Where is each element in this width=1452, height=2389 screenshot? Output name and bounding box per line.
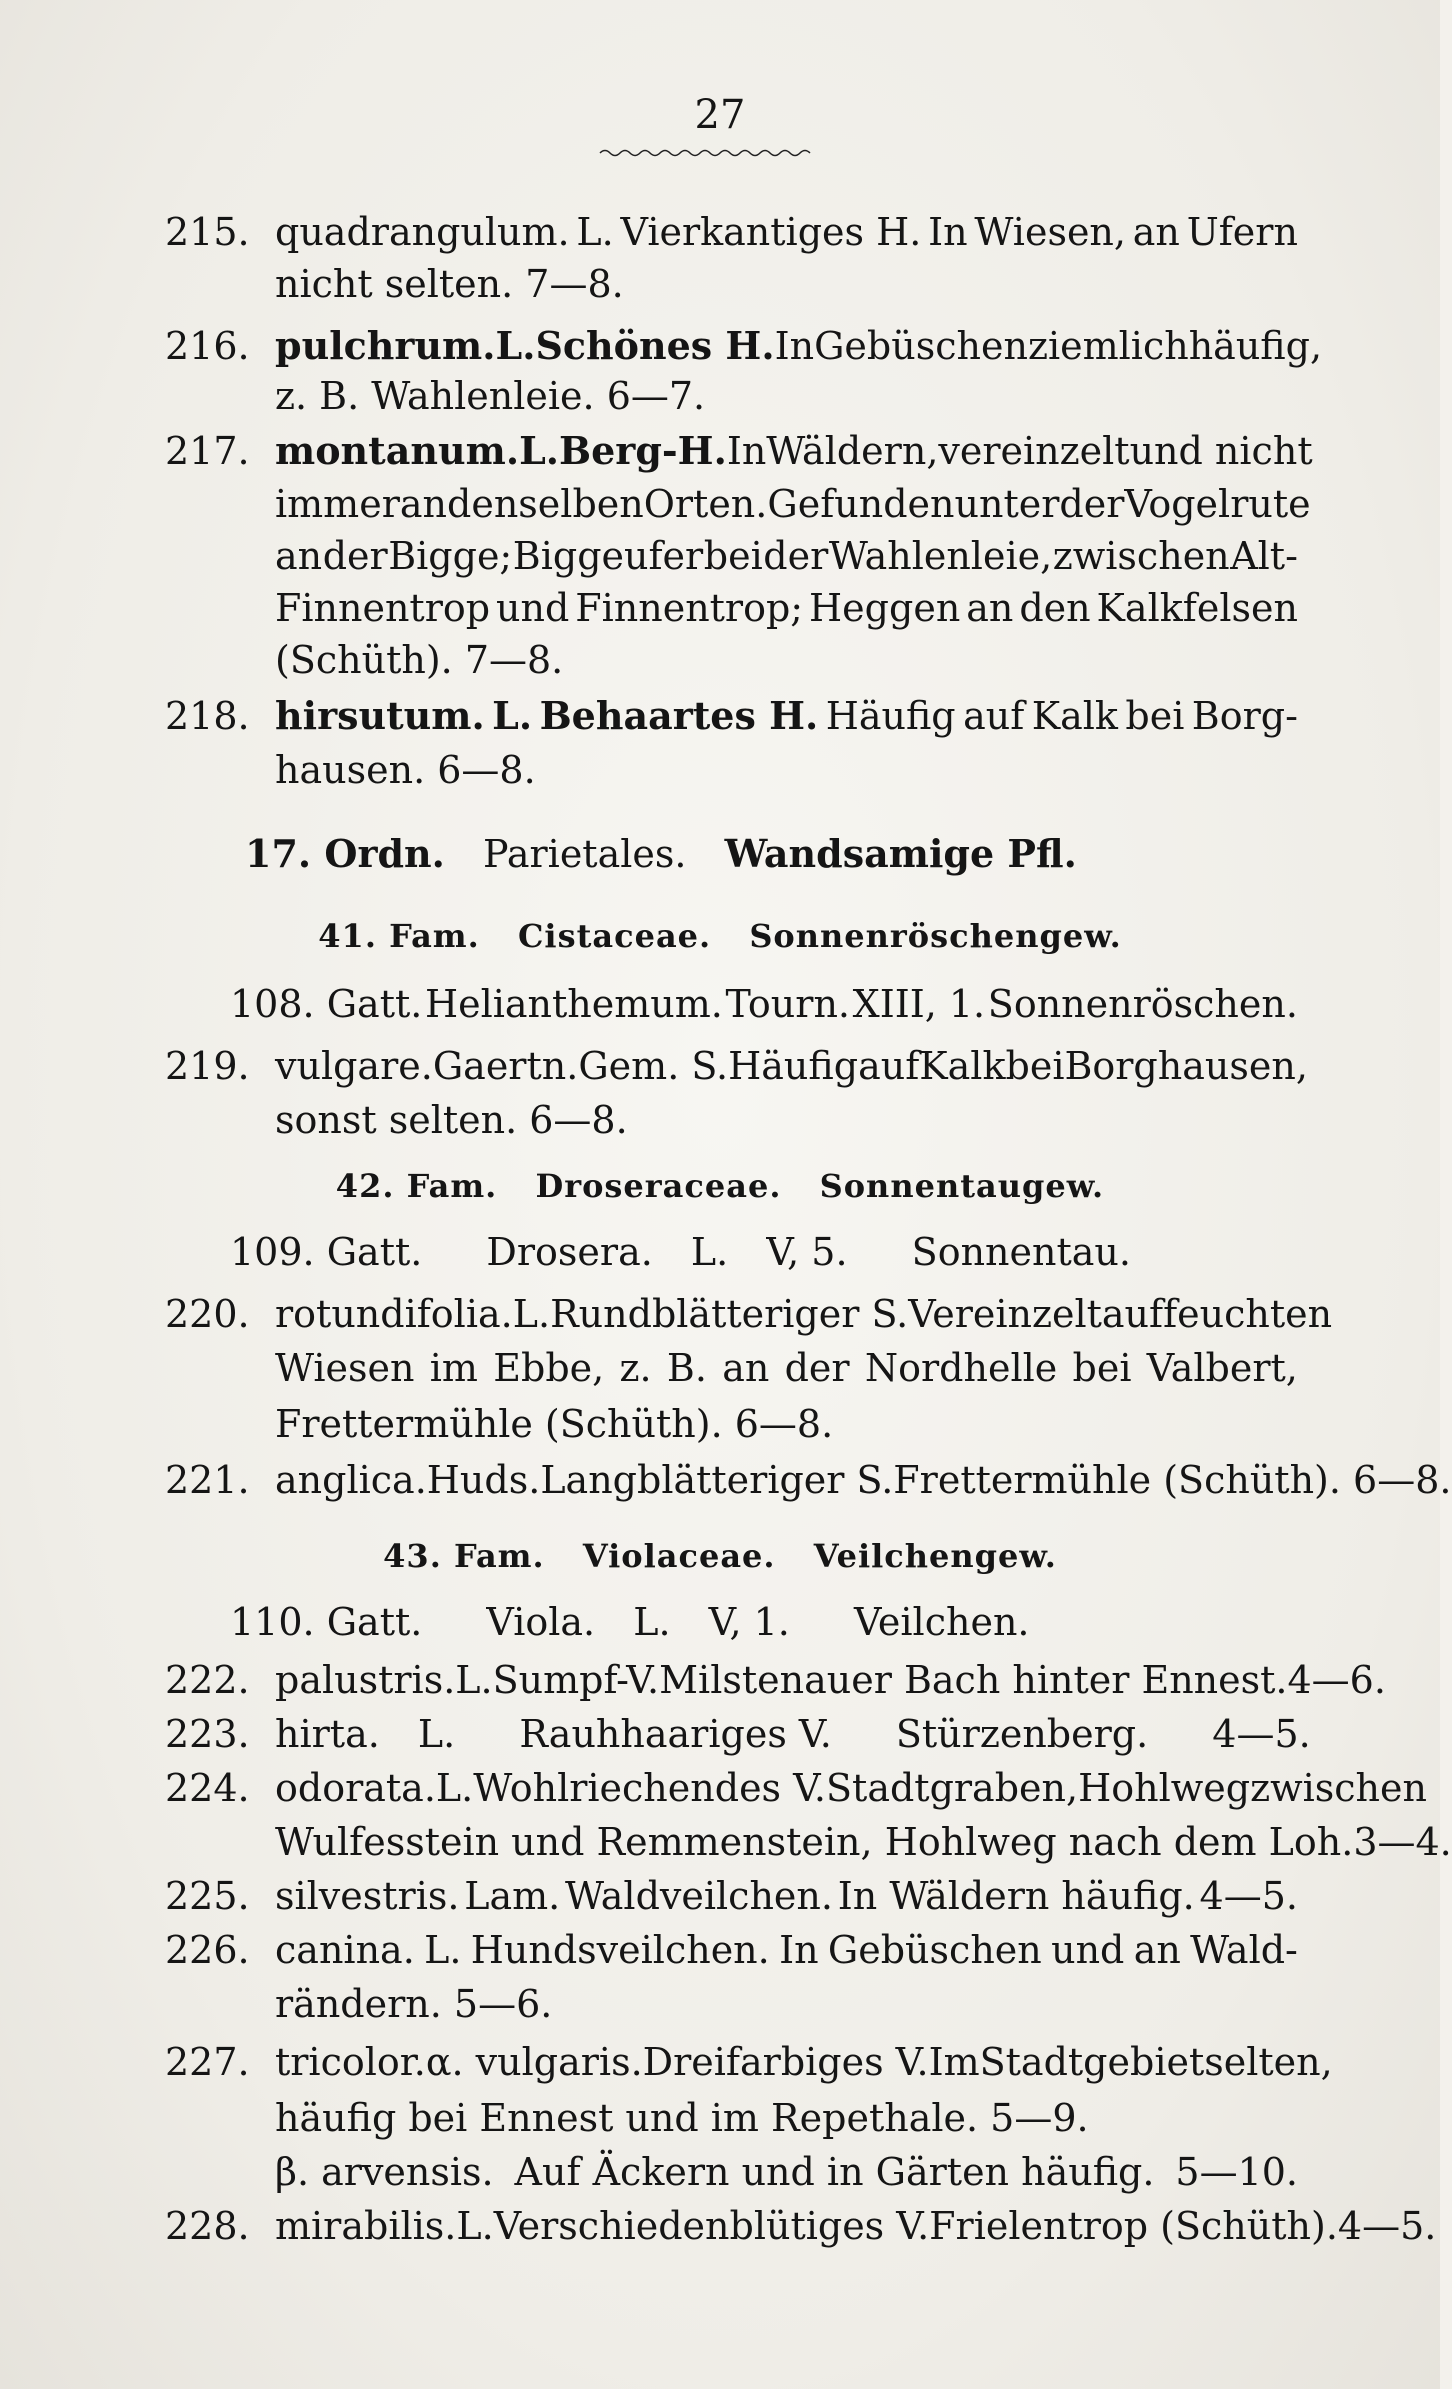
entry-220-line3: Frettermühle (Schüth). 6—8. bbox=[275, 1402, 834, 1446]
entry-218-line1: 218. hirsutum. L. Behaartes H. Häufig auf Kalk bei Borg- bbox=[165, 693, 1298, 738]
family-41-heading: 41. Fam. Cistaceae. Sonnenröschengew. bbox=[318, 917, 1122, 955]
entry-220-line1: 220. rotundifolia. L. Rundblätteriger S. Vereinzelt auf feuchten bbox=[165, 1292, 1333, 1336]
entry-222-line1: 222. palustris. L. Sumpf-V. Milstenauer Bach hinter Ennest. 4—6. bbox=[165, 1658, 1386, 1702]
entry-217-line1: 217. montanum. L. Berg-H. In Wäldern, vereinzelt und nicht bbox=[165, 428, 1313, 473]
entry-226-line1: 226. canina. L. Hundsveilchen. In Gebüschen und an Wald- bbox=[165, 1928, 1298, 1972]
entry-227-line1: 227. tricolor. α. vulgaris. Dreifarbiges V. Im Stadtgebiet selten, bbox=[165, 2040, 1333, 2084]
ordo-17-heading: 17. Ordn. Parietales. Wandsamige Pfl. bbox=[245, 831, 1077, 876]
entry-219-line2: sonst selten. 6—8. bbox=[275, 1098, 628, 1142]
genus-109-heading: 109. Gatt. Drosera. L. V, 5. Sonnentau. bbox=[230, 1230, 1131, 1274]
entry-221-line1: 221. anglica. Huds. Langblätteriger S. Frettermühle (Schüth). 6—8. bbox=[165, 1458, 1452, 1502]
entry-220-line2: Wiesen im Ebbe, z. B. an der Nordhelle bei Valbert, bbox=[275, 1346, 1298, 1390]
entry-217-line4: Finnentrop und Finnentrop; Heggen an den Kalkfelsen bbox=[275, 586, 1298, 630]
entry-216-line2: z. B. Wahlenleie. 6—7. bbox=[275, 374, 706, 418]
entry-217-line3: an der Bigge; Biggeufer bei der Wahlenleie, zwischen Alt- bbox=[275, 534, 1298, 578]
entry-216-line1: 216. pulchrum. L. Schönes H. In Gebüschen ziemlich häufig, bbox=[165, 323, 1323, 368]
entry-227-variety-beta: β. arvensis. Auf Äckern und in Gärten häufig. 5—10. bbox=[275, 2150, 1298, 2194]
entry-219-line1: 219. vulgare. Gaertn. Gem. S. Häufig auf Kalk bei Borghausen, bbox=[165, 1044, 1308, 1088]
family-42-heading: 42. Fam. Droseraceae. Sonnentaugew. bbox=[335, 1167, 1105, 1205]
entry-224-line1: 224. odorata. L. Wohlriechendes V. Stadtgraben, Hohlweg zwischen bbox=[165, 1766, 1427, 1810]
page-number: 27 bbox=[694, 92, 746, 138]
family-43-heading: 43. Fam. Violaceae. Veilchengew. bbox=[383, 1537, 1057, 1575]
entry-228-line1: 228. mirabilis. L. Verschiedenblütiges V. Frielentrop (Schüth). 4—5. bbox=[165, 2204, 1437, 2248]
entry-217-line2: immer an denselben Orten. Gefunden unter der Vogelrute bbox=[275, 482, 1311, 526]
entry-223-line1: 223. hirta. L. Rauhhaariges V. Stürzenberg. 4—5. bbox=[165, 1712, 1311, 1756]
genus-110-heading: 110. Gatt. Viola. L. V, 1. Veilchen. bbox=[230, 1600, 1030, 1644]
decorative-rule bbox=[600, 148, 810, 158]
entry-217-line5: (Schüth). 7—8. bbox=[275, 638, 564, 682]
entry-215-line2: nicht selten. 7—8. bbox=[275, 262, 624, 306]
entry-227-line2: häufig bei Ennest und im Repethale. 5—9. bbox=[275, 2096, 1089, 2140]
genus-108-heading: 108. Gatt. Helianthemum. Tourn. XIII, 1. Sonnenröschen. bbox=[230, 982, 1298, 1026]
entry-225-line1: 225. silvestris. Lam. Waldveilchen. In Wäldern häufig. 4—5. bbox=[165, 1874, 1298, 1918]
entry-215-line1: 215. quadrangulum. L. Vierkantiges H. In Wiesen, an Ufern bbox=[165, 210, 1298, 254]
entry-218-line2: hausen. 6—8. bbox=[275, 748, 536, 792]
entry-226-line2: rändern. 5—6. bbox=[275, 1982, 553, 2026]
entry-224-line2: Wulfesstein und Remmenstein, Hohlweg nach dem Loh. 3—4. bbox=[275, 1820, 1452, 1864]
